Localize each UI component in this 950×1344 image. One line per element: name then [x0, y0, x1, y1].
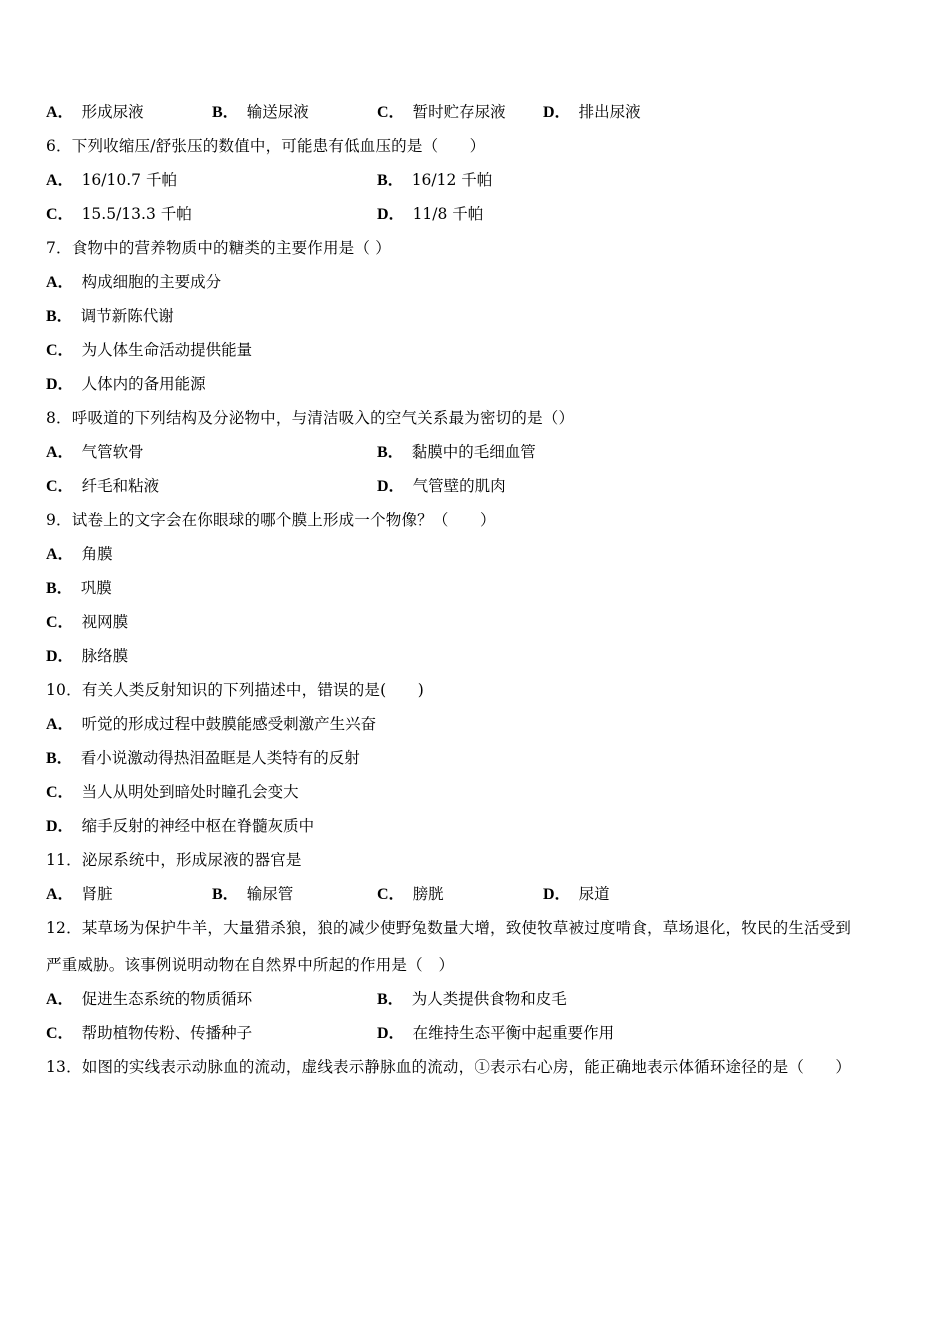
q11-option-c[interactable]: C． 膀胱	[377, 885, 444, 903]
q11-option-a[interactable]: A． 肾脏	[46, 885, 113, 903]
q12-option-c[interactable]: C． 帮助植物传粉、传播种子	[46, 1024, 253, 1042]
q7-option-c[interactable]: C． 为人体生命活动提供能量	[46, 341, 253, 359]
q12-option-a[interactable]: A． 促进生态系统的物质循环	[46, 990, 253, 1008]
q8-options-row-2	[46, 469, 910, 503]
q12-stem-line-2: 严重威胁。该事例说明动物在自然界中所起的作用是（ ）	[46, 956, 455, 974]
q11-stem: 11．泌尿系统中，形成尿液的器官是	[46, 851, 302, 869]
q9-option-d[interactable]: D． 脉络膜	[46, 647, 129, 665]
q12-option-b[interactable]: B． 为人类提供食物和皮毛	[377, 990, 567, 1008]
q11-options-row	[46, 877, 910, 911]
q6-option-b[interactable]: B． 16/12 千帕	[377, 171, 493, 189]
q6-option-a[interactable]: A． 16/10.7 千帕	[46, 171, 177, 189]
q10-option-c[interactable]: C． 当人从明处到暗处时瞳孔会变大	[46, 783, 299, 801]
q5-option-a[interactable]: A． 形成尿液	[46, 103, 144, 121]
q8-option-c[interactable]: C． 纤毛和粘液	[46, 477, 160, 495]
q5-option-c[interactable]: C． 暂时贮存尿液	[377, 103, 506, 121]
q10-option-a[interactable]: A． 听觉的形成过程中鼓膜能感受刺激产生兴奋	[46, 715, 377, 733]
q13-stem: 13．如图的实线表示动脉血的流动，虚线表示静脉血的流动，①表示右心房，能正确地表示体循环途径的是（ ）	[46, 1058, 852, 1076]
q10-stem: 10．有关人类反射知识的下列描述中，错误的是( )	[46, 681, 425, 699]
q6-option-d[interactable]: D． 11/8 千帕	[377, 205, 484, 223]
q5-option-b[interactable]: B． 输送尿液	[212, 103, 309, 121]
q6-options-row-1	[46, 163, 910, 197]
q9-option-c[interactable]: C． 视网膜	[46, 613, 129, 631]
q7-stem: 7．食物中的营养物质中的糖类的主要作用是（ ）	[46, 239, 391, 257]
q10-option-d[interactable]: D． 缩手反射的神经中枢在脊髓灰质中	[46, 817, 315, 835]
q8-stem: 8．呼吸道的下列结构及分泌物中，与清洁吸入的空气关系最为密切的是（）	[46, 409, 575, 427]
q11-option-d[interactable]: D． 尿道	[543, 885, 610, 903]
q9-option-a[interactable]: A． 角膜	[46, 545, 113, 563]
q7-option-a[interactable]: A． 构成细胞的主要成分	[46, 273, 222, 291]
q12-stem-line-1: 12．某草场为保护牛羊，大量猎杀狼，狼的减少使野兔数量大增，致使牧草被过度啃食，草场退化，牧民的生活受到	[46, 919, 852, 937]
q6-stem: 6．下列收缩压/舒张压的数值中，可能患有低血压的是（ ）	[46, 137, 486, 155]
q8-option-a[interactable]: A． 气管软骨	[46, 443, 144, 461]
q6-option-c[interactable]: C． 15.5/13.3 千帕	[46, 205, 192, 223]
q8-options-row-1	[46, 435, 910, 469]
q10-option-b[interactable]: B． 看小说激动得热泪盈眶是人类特有的反射	[46, 749, 360, 767]
q12-options-row-1	[46, 982, 910, 1016]
q7-option-b[interactable]: B． 调节新陈代谢	[46, 307, 174, 325]
q5-options-row	[46, 95, 910, 129]
q12-options-row-2	[46, 1016, 910, 1050]
q12-option-d[interactable]: D． 在维持生态平衡中起重要作用	[377, 1024, 615, 1042]
q7-option-d[interactable]: D． 人体内的备用能源	[46, 375, 206, 393]
q6-options-row-2	[46, 197, 910, 231]
q11-option-b[interactable]: B． 输尿管	[212, 885, 294, 903]
q9-option-b[interactable]: B． 巩膜	[46, 579, 112, 597]
q9-stem: 9．试卷上的文字会在你眼球的哪个膜上形成一个物像？（ ）	[46, 511, 496, 529]
q8-option-b[interactable]: B． 黏膜中的毛细血管	[377, 443, 536, 461]
q5-option-d[interactable]: D． 排出尿液	[543, 103, 641, 121]
q8-option-d[interactable]: D． 气管壁的肌肉	[377, 477, 506, 495]
